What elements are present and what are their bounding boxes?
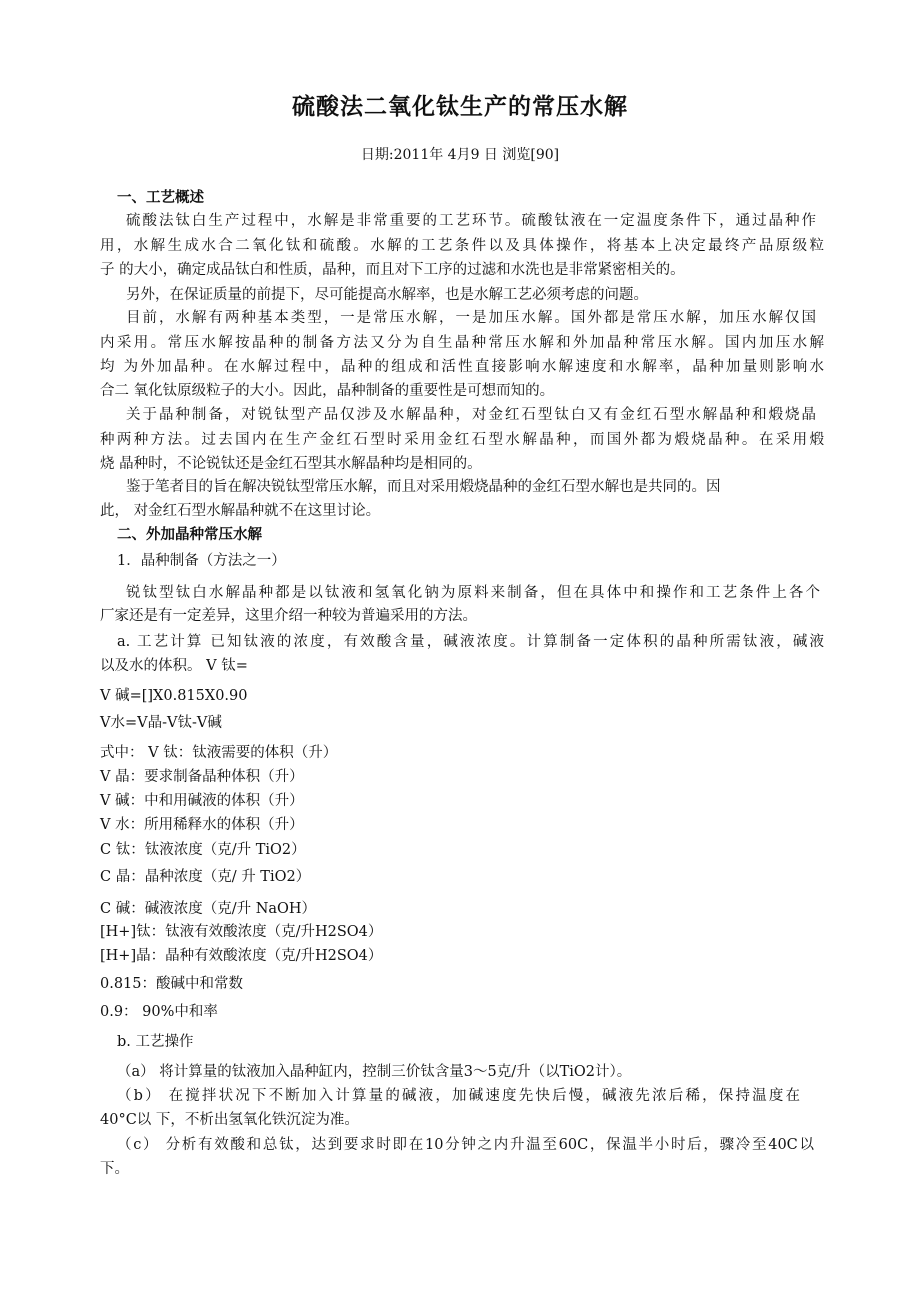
paragraph-line: 此， 对金红石型水解晶种就不在这里讨论。: [100, 503, 381, 519]
paragraph-line: 子 的大小，确定成品钛白和性质，晶种，而且对下工序的过滤和水洗也是非常紧密相关的。: [100, 262, 685, 278]
paragraph-line: 目前，水解有两种基本类型，一是常压水解，一是加压水解。国外都是常压水解，加压水解仅国: [126, 310, 816, 326]
definition-line: C 碱：碱液浓度（克/升 NaOH）: [100, 901, 317, 917]
definition-line: V 水：所用稀释水的体积（升）: [100, 817, 304, 833]
paragraph-line: 均 为外加晶种。在水解过程中，晶种的组成和活性直接影响水解速度和水解率，晶种加量则影响水: [100, 359, 824, 375]
subsection-heading: b. 工艺操作: [117, 1034, 194, 1050]
definition-line: C 晶：晶种浓度（克/ 升 TiO2）: [100, 869, 311, 885]
definition-line: V 碱：中和用碱液的体积（升）: [100, 793, 304, 809]
paragraph-line: a. 工艺计算 已知钛液的浓度，有效酸含量，碱液浓度。计算制备一定体积的晶种所需钛液，碱液: [117, 634, 824, 650]
paragraph-line: 关于晶种制备，对锐钛型产品仅涉及水解晶种，对金红石型钛白又有金红石型水解晶种和煅烧晶: [126, 407, 816, 423]
paragraph-line: 锐钛型钛白水解晶种都是以钛液和氢氧化钠为原料来制备，但在具体中和操作和工艺条件上各个: [126, 585, 820, 601]
formula-line: V 碱=[]X0.815X0.90: [100, 688, 248, 704]
definition-line: 式中： V 钛：钛液需要的体积（升）: [100, 745, 338, 761]
subsection-heading: 1．晶种制备（方法之一）: [117, 553, 286, 569]
definition-line: [H+]晶：晶种有效酸浓度（克/升H2SO4）: [100, 948, 383, 964]
paragraph-line: 用，水解生成水合二氧化钛和硫酸。水解的工艺条件以及具体操作，将基本上决定最终产品原级粒: [100, 238, 824, 254]
paragraph-line: 硫酸法钛白生产过程中，水解是非常重要的工艺环节。硫酸钛液在一定温度条件下，通过晶种作: [126, 213, 816, 229]
step-line: （b） 在搅拌状况下不断加入计算量的碱液，加碱速度先快后慢，碱液先浓后稀，保持温度在: [117, 1088, 800, 1104]
document-title: 硫酸法二氧化钛生产的常压水解: [292, 94, 628, 120]
paragraph-line: 种两种方法。过去国内在生产金红石型时采用金红石型水解晶种，而国外都为煅烧晶种。在采用煅: [100, 432, 824, 448]
definition-line: V 晶：要求制备晶种体积（升）: [100, 769, 304, 785]
paragraph-line: 合二 氧化钛原级粒子的大小。因此，晶种制备的重要性是可想而知的。: [100, 383, 555, 399]
paragraph-line: 以及水的体积。 V 钛=: [100, 658, 248, 674]
section-heading: 一、工艺概述: [117, 190, 204, 206]
step-line: 40°C以 下，不析出氢氧化铁沉淀为准。: [100, 1112, 359, 1128]
formula-line: V水=V晶-V钛-V碱: [100, 715, 222, 731]
definition-line: C 钛：钛液浓度（克/升 TiO2）: [100, 842, 306, 858]
definition-line: [H+]钛：钛液有效酸浓度（克/升H2SO4）: [100, 924, 383, 940]
paragraph-line: 另外，在保证质量的前提下，尽可能提高水解率，也是水解工艺必须考虑的问题。: [126, 287, 648, 303]
paragraph-line: 厂家还是有一定差异，这里介绍一种较为普遍采用的方法。: [100, 608, 477, 624]
section-heading: 二、外加晶种常压水解: [117, 527, 262, 543]
paragraph-line: 烧 晶种时，不论锐钛还是金红石型其水解晶种均是相同的。: [100, 456, 482, 472]
step-line: 下。: [100, 1161, 129, 1177]
document-meta: 日期:2011年 4月9 日 浏览[90]: [360, 147, 560, 163]
step-line: （a） 将计算量的钛液加入晶种缸内，控制三价钛含量3～5克/升（以TiO2计）。: [117, 1064, 632, 1080]
step-line: （c） 分析有效酸和总钛，达到要求时即在10分钟之内升温至60C，保温半小时后，骤冷至40C以: [117, 1137, 814, 1153]
paragraph-line: 鉴于笔者目的旨在解决锐钛型常压水解，而且对采用煅烧晶种的金红石型水解也是共同的。因: [126, 479, 721, 495]
definition-line: 0.815：酸碱中和常数: [100, 976, 244, 992]
paragraph-line: 内采用。常压水解按晶种的制备方法又分为自生晶种常压水解和外加晶种常压水解。国内加压水解: [100, 335, 824, 351]
definition-line: 0.9： 90%中和率: [100, 1004, 218, 1020]
